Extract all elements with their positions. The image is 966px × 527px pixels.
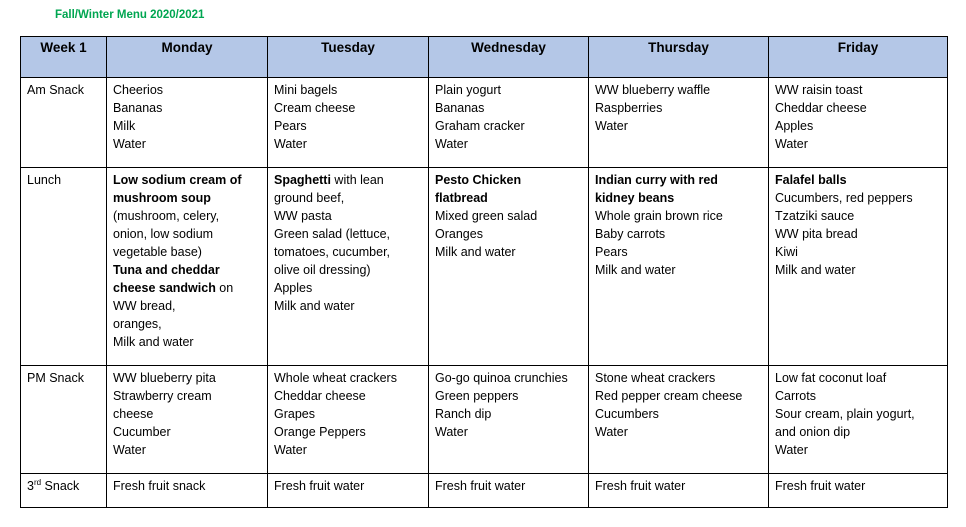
menu-item-bold: Falafel balls (775, 173, 847, 187)
menu-item: Fresh fruit water (435, 479, 526, 493)
cell-am-snack-wednesday (429, 78, 589, 168)
row-label-number: 3 (27, 479, 34, 493)
menu-item: Carrots (775, 389, 816, 403)
menu-item: Milk and water (274, 299, 355, 313)
menu-item: Green peppers (435, 389, 519, 403)
menu-item: Cheerios (113, 83, 164, 97)
menu-item: Fresh fruit water (775, 479, 866, 493)
menu-item: cheese (113, 407, 154, 421)
menu-item: Fresh fruit water (595, 479, 686, 493)
header-thursday: Thursday (589, 37, 769, 78)
menu-item: Mixed green salad (435, 209, 538, 223)
menu-item: Low fat coconut loaf (775, 371, 887, 385)
cell-lunch-tuesday (268, 168, 429, 366)
menu-item: with lean (330, 173, 384, 187)
menu-item: olive oil dressing) (274, 263, 371, 277)
cell-lunch-friday (769, 168, 948, 366)
menu-item: Green salad (lettuce, (274, 227, 391, 241)
cell-pm-snack-tuesday (268, 366, 429, 474)
menu-item: Red pepper cream cheese (595, 389, 743, 403)
row-label-lunch: Lunch (21, 168, 107, 366)
cell-am-snack-monday (107, 78, 268, 168)
menu-item: Kiwi (775, 245, 798, 259)
menu-item: Water (435, 137, 468, 151)
menu-item: Strawberry cream (113, 389, 212, 403)
menu-table (20, 36, 948, 508)
menu-item: Graham cracker (435, 119, 525, 133)
menu-item-bold: kidney beans (595, 191, 675, 205)
row-pm-snack (21, 366, 948, 474)
menu-item: Apples (775, 119, 814, 133)
row-label-am-snack: Am Snack (21, 78, 107, 168)
menu-item: Water (113, 137, 146, 151)
row-label-text: Snack (41, 479, 80, 493)
menu-item: oranges, (113, 317, 162, 331)
menu-item: WW pita bread (775, 227, 858, 241)
menu-item-bold: Tuna and cheddar (113, 263, 220, 277)
menu-item: Sour cream, plain yogurt, (775, 407, 915, 421)
menu-title: Fall/Winter Menu 2020/2021 (55, 9, 205, 21)
menu-item: Plain yogurt (435, 83, 502, 97)
menu-item: Water (775, 443, 808, 457)
menu-item-bold: Pesto Chicken (435, 173, 522, 187)
row-am-snack (21, 78, 948, 168)
menu-item: Water (775, 137, 808, 151)
menu-item: WW pasta (274, 209, 332, 223)
header-wednesday: Wednesday (429, 37, 589, 78)
header-row (21, 37, 948, 78)
menu-item: Pears (595, 245, 628, 259)
header-tuesday: Tuesday (268, 37, 429, 78)
menu-item-bold: flatbread (435, 191, 488, 205)
menu-item-bold: cheese sandwich (113, 281, 216, 295)
menu-item: Ranch dip (435, 407, 492, 421)
menu-item-line (113, 279, 261, 297)
menu-item: vegetable base) (113, 245, 202, 259)
menu-item: Pears (274, 119, 307, 133)
row-label-pm-snack: PM Snack (21, 366, 107, 474)
menu-item: WW blueberry waffle (595, 83, 711, 97)
menu-item: Cucumbers, red peppers (775, 191, 913, 205)
header-monday: Monday (107, 37, 268, 78)
cell-pm-snack-wednesday (429, 366, 589, 474)
menu-item: Tzatziki sauce (775, 209, 855, 223)
menu-item: Water (595, 425, 628, 439)
row-label-third-snack (21, 474, 107, 508)
menu-item: Milk and water (113, 335, 194, 349)
menu-item: Water (274, 137, 307, 151)
cell-third-snack-wednesday (429, 474, 589, 508)
menu-item-bold: Low sodium cream of (113, 173, 242, 187)
cell-lunch-thursday (589, 168, 769, 366)
row-lunch (21, 168, 948, 366)
menu-item: WW blueberry pita (113, 371, 216, 385)
cell-pm-snack-monday (107, 366, 268, 474)
menu-item: tomatoes, cucumber, (274, 245, 391, 259)
menu-item: Cucumbers (595, 407, 659, 421)
cell-lunch-wednesday (429, 168, 589, 366)
menu-item: Stone wheat crackers (595, 371, 716, 385)
header-week: Week 1 (21, 37, 107, 78)
cell-pm-snack-thursday (589, 366, 769, 474)
menu-item-bold: Indian curry with red (595, 173, 718, 187)
menu-item-bold: mushroom soup (113, 191, 211, 205)
menu-item: (mushroom, celery, (113, 209, 220, 223)
menu-item: Milk and water (595, 263, 676, 277)
cell-third-snack-monday (107, 474, 268, 508)
menu-item: Raspberries (595, 101, 663, 115)
menu-item: and onion dip (775, 425, 851, 439)
menu-item: Milk (113, 119, 136, 133)
menu-item: Water (113, 443, 146, 457)
menu-item: Fresh fruit water (274, 479, 365, 493)
cell-am-snack-tuesday (268, 78, 429, 168)
menu-item: Oranges (435, 227, 483, 241)
cell-third-snack-friday (769, 474, 948, 508)
menu-item: Apples (274, 281, 313, 295)
cell-am-snack-friday (769, 78, 948, 168)
menu-item: on (215, 281, 234, 295)
menu-item-bold: Spaghetti (274, 173, 331, 187)
menu-item: Grapes (274, 407, 315, 421)
menu-item: Whole wheat crackers (274, 371, 397, 385)
menu-item: Fresh fruit snack (113, 479, 206, 493)
menu-item: Mini bagels (274, 83, 338, 97)
header-friday: Friday (769, 37, 948, 78)
row-label-ordinal: rd (33, 477, 42, 487)
menu-item: onion, low sodium (113, 227, 214, 241)
menu-item: Bananas (113, 101, 163, 115)
cell-third-snack-tuesday (268, 474, 429, 508)
cell-pm-snack-friday (769, 366, 948, 474)
menu-item: Bananas (435, 101, 485, 115)
menu-item: Go-go quinoa crunchies (435, 371, 568, 385)
cell-third-snack-thursday (589, 474, 769, 508)
menu-item: Whole grain brown rice (595, 209, 723, 223)
cell-lunch-monday (107, 168, 268, 366)
menu-item: Baby carrots (595, 227, 666, 241)
menu-item: Water (435, 425, 468, 439)
menu-item: WW raisin toast (775, 83, 863, 97)
menu-item: Cucumber (113, 425, 171, 439)
menu-item: Cheddar cheese (274, 389, 366, 403)
menu-item: ground beef, (274, 191, 345, 205)
menu-item: Water (274, 443, 307, 457)
menu-item-line (274, 171, 422, 189)
cell-am-snack-thursday (589, 78, 769, 168)
menu-item: WW bread, (113, 299, 176, 313)
menu-item: Milk and water (435, 245, 516, 259)
menu-item: Cheddar cheese (775, 101, 867, 115)
menu-item: Orange Peppers (274, 425, 366, 439)
menu-item: Water (595, 119, 628, 133)
menu-item: Cream cheese (274, 101, 356, 115)
menu-item: Milk and water (775, 263, 856, 277)
row-third-snack (21, 474, 948, 508)
